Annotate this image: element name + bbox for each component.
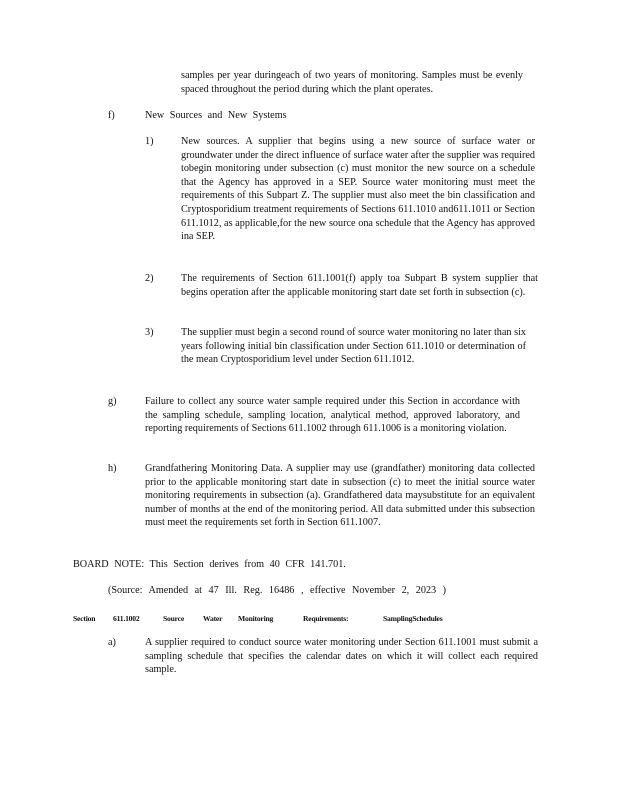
item-h-label: h): [108, 463, 117, 474]
item-f1-text: New sources. A supplier that begins using a new source of surface water or groundwater under the direct influence of surface water after the supplier was required tobegin monitoring under subsection (c) must monitor the new source on a schedule that the Agency has approved in a SEP. Source water monitoring must meet the requirements of this Subpart Z. The supplier must also meet the bin classification and Cryptosporidium treatment requirements of Sections 611.1010 and611.1011 or Section 611.1012, as applicable,for the new source ona schedule that the Agency has approved ina SEP.: [181, 136, 535, 243]
item-f2-text: The requirements of Section 611.1001(f) apply toa Subpart B system supplier that begins operation after the applicable monitoring start date set forth in subsection (c).: [181, 273, 538, 298]
item-f1-label: 1): [145, 136, 154, 147]
section-heading-title-3: Monitoring: [238, 614, 274, 623]
section-heading-title-4: Requirements:: [303, 614, 349, 623]
section-heading-number: 611.1002: [113, 614, 140, 623]
section-heading-title-5: SamplingSchedules: [383, 614, 443, 623]
item-f3-text: The supplier must begin a second round of source water monitoring no later than six years following initial bin classification under Section 611.1010 or determination of the mean Cryptosporidium level under Section 611.1012.: [181, 327, 526, 366]
item-g-text: Failure to collect any source water sample required under this Section in accordance with the sampling schedule, sampling location, analytical method, approved laboratory, and reporting requirements of Sections 611.1002 through 611.1006 is a monitoring violation.: [145, 396, 520, 435]
item-f3-label: 3): [145, 327, 154, 338]
source-note: (Source: Amended at 47 Ill. Reg. 16486 , effective November 2, 2023 ): [108, 585, 447, 596]
item-a-text: A supplier required to conduct source water monitoring under Section 611.1001 must submit a sampling schedule that specifies the calendar dates on which it will collect each required sample.: [145, 637, 538, 676]
section-heading-word: Section: [73, 614, 96, 623]
item-a-label: a): [108, 637, 116, 648]
continuation-paragraph: samples per year duringeach of two years of monitoring. Samples must be evenly spaced throughout the period during which the plant operates.: [181, 70, 523, 95]
item-f-label: f): [108, 110, 115, 121]
item-g-label: g): [108, 396, 117, 407]
section-heading-title-1: Source: [163, 614, 185, 623]
item-h-text: Grandfathering Monitoring Data. A supplier may use (grandfather) monitoring data collected prior to the applicable monitoring start date in subsection (c) to meet the initial source water monitoring requirements in subsection (a). Grandfathered data maysubstitute for an equivalent number of months at the end of the monitoring period. All data submitted under this subsection must meet the requirements set forth in Section 611.1007.: [145, 463, 535, 529]
section-heading-title-2: Water: [203, 614, 223, 623]
item-f-heading: New Sources and New Systems: [145, 110, 287, 121]
item-f2-label: 2): [145, 273, 154, 284]
board-note: BOARD NOTE: This Section derives from 40 CFR 141.701.: [73, 559, 346, 570]
